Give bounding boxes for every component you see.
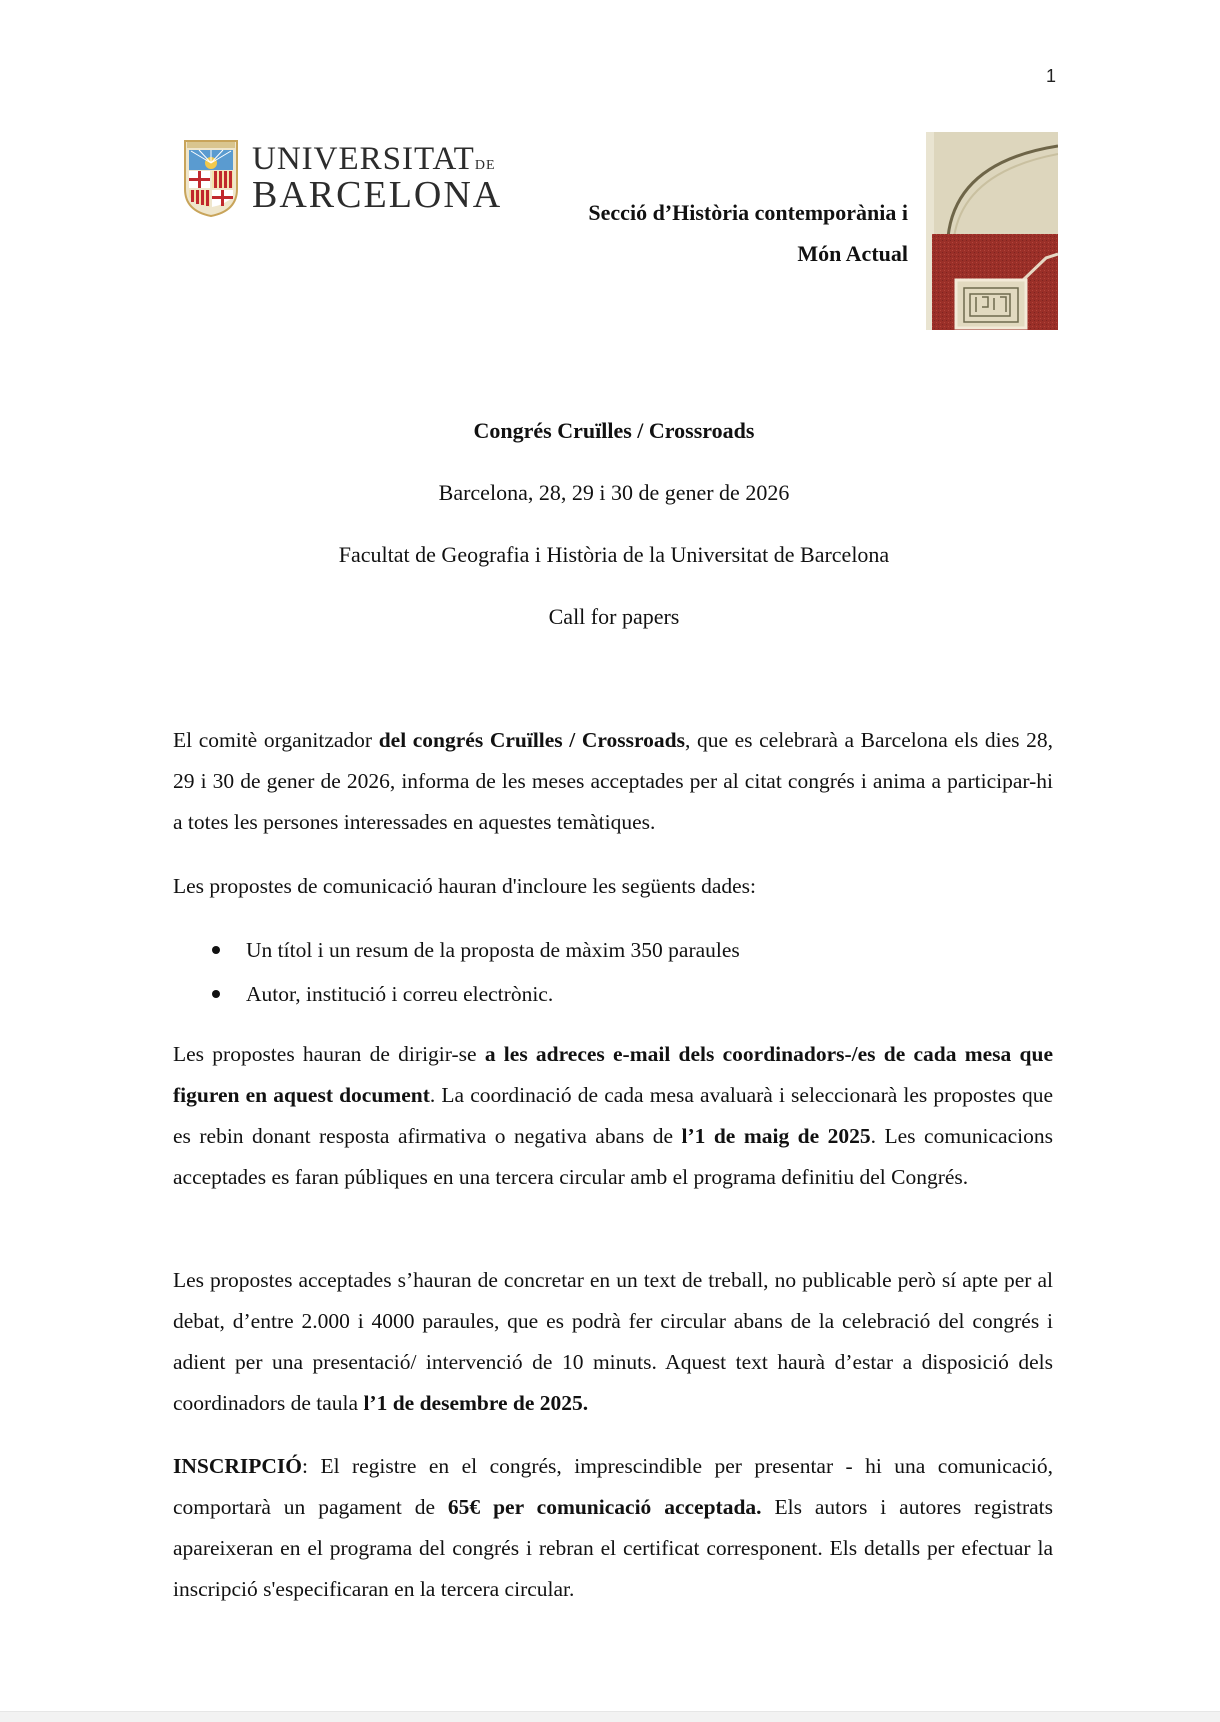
university-logo <box>180 133 510 223</box>
deadline-date: l’1 de maig de 2025 <box>681 1124 871 1148</box>
text: Les propostes hauran de dirigir-se <box>173 1042 485 1066</box>
logo-line1-suffix: DE <box>474 158 496 173</box>
registration-heading: INSCRIPCIÓ <box>173 1454 303 1478</box>
bullet-icon <box>212 946 220 954</box>
logo-line2: BARCELONA <box>252 174 503 216</box>
text: Els autors i autores registrats apareixeran en el programa del congrés i rebran el certificat corresponent. Els detalls per efectuar la inscripció s'especificaran en la tercera circular. <box>173 1495 1053 1601</box>
registration-fee: 65€ per comunicació acceptada. <box>447 1495 762 1519</box>
university-shield-icon <box>183 137 239 217</box>
text: . Les comunicacions acceptades es faran públiques en una tercera circular amb el programa definitiu del Congrés. <box>173 1124 1053 1189</box>
requirements-list <box>210 928 1050 1016</box>
text: . La coordinació de cada mesa avaluarà i seleccionarà les propostes que es rebin donant resposta afirmativa o negativa abans de <box>173 1083 1053 1148</box>
section-title-line2: Món Actual <box>797 241 908 266</box>
university-wordmark <box>252 143 502 214</box>
list-item <box>210 972 1050 1016</box>
congress-dates: Barcelona, 28, 29 i 30 de gener de 2026 <box>438 480 790 505</box>
requirements-intro: Les propostes de comunicació hauran d'incloure les següents dades: <box>173 874 756 898</box>
text: El comitè organitzador <box>173 728 379 752</box>
section-title <box>588 192 908 274</box>
page-number: 1 <box>1046 66 1057 86</box>
viewer-bottom-edge <box>0 1711 1220 1722</box>
list-item-text: Autor, institució i correu electrònic. <box>246 982 554 1006</box>
text: , que es celebrarà a Barcelona els dies 28, 29 i 30 de gener de 2026, informa de les meses acceptades per al citat congrés i anima a participar-hi a totes les persones interessades en aquestes temàtiques. <box>173 728 1053 834</box>
decorative-manuscript-image <box>926 132 1058 330</box>
manuscript-illustration-icon <box>926 132 1058 330</box>
submission-paragraph <box>173 1034 1053 1198</box>
bullet-icon <box>212 990 220 998</box>
call-for-papers-label: Call for papers <box>548 604 680 629</box>
bold-text: del congrés Cruïlles / Crossroads <box>378 728 685 752</box>
list-item-text: Un títol i un resum de la proposta de màxim 350 paraules <box>246 938 740 962</box>
logo-line1: UNIVERSITAT <box>252 141 475 177</box>
section-title-line1: Secció d’Història contemporània i <box>588 200 908 225</box>
congress-title: Congrés Cruïlles / Crossroads <box>473 418 755 443</box>
congress-venue: Facultat de Geografia i Història de la Universitat de Barcelona <box>338 542 890 567</box>
registration-paragraph <box>173 1446 1053 1610</box>
intro-paragraph <box>173 720 1053 843</box>
working-paper-paragraph <box>173 1260 1053 1424</box>
list-item <box>210 928 1050 972</box>
deadline-date: l’1 de desembre de 2025. <box>363 1391 589 1415</box>
requirements-paragraph <box>173 866 1053 907</box>
bold-text: a les adreces e-mail dels coordinadors-/es de cada mesa que figuren en aquest document <box>173 1042 1053 1107</box>
text: : El registre en el congrés, imprescindible per presentar - hi una comunicació, comportarà un pagament de <box>173 1454 1053 1519</box>
text: Les propostes acceptades s’hauran de concretar en un text de treball, no publicable però sí apte per al debat, d’entre 2.000 i 4000 paraules, que es podrà fer circular abans de la celebració del congrés i adient per una presentació/ intervenció de 10 minuts. Aquest text haurà d’estar a disposició dels coordinadors de taula <box>173 1268 1053 1415</box>
